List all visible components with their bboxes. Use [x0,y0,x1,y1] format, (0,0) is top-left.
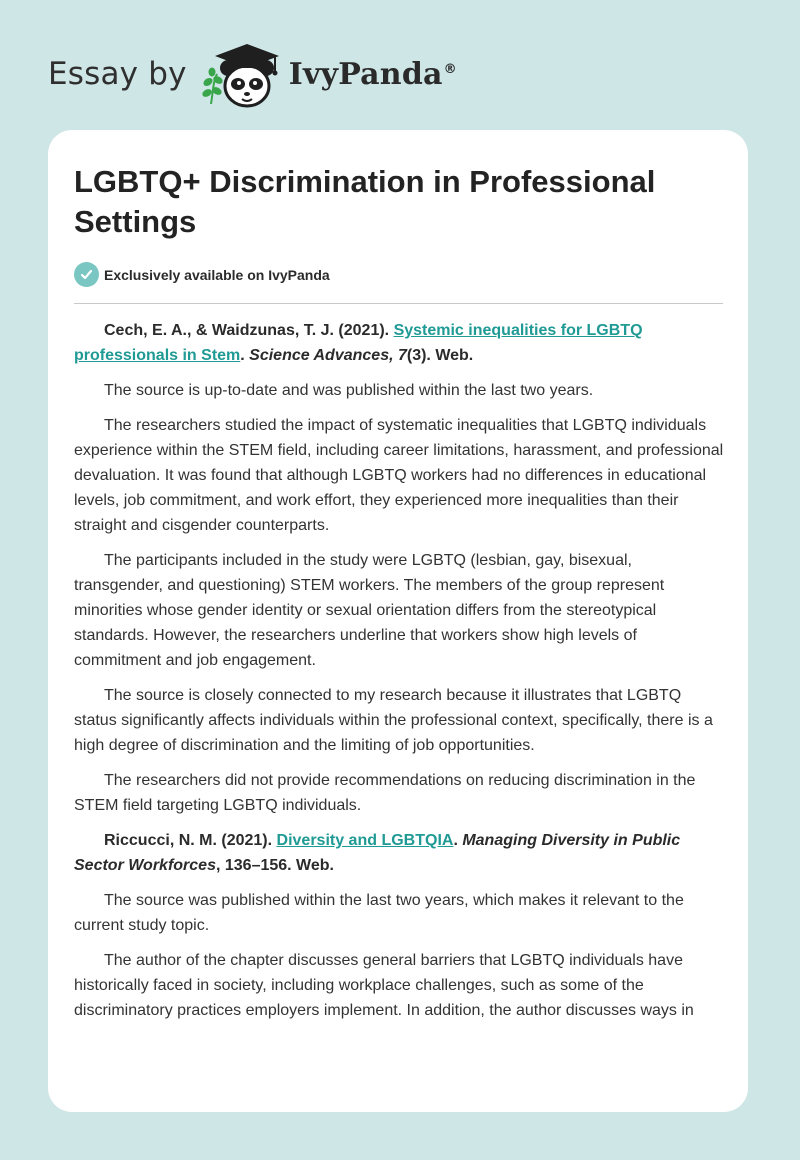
paragraph: The researchers did not provide recommendations on reducing discrimination in the STEM field targeting LGBTQ individuals. [74,772,696,814]
reference-authors: Riccucci, N. M. (2021). [104,832,277,849]
exclusive-badge [74,262,330,287]
paragraph: The source was published within the last two years, which makes it relevant to the current study topic. [74,892,684,934]
essay-card [48,130,748,1112]
reference-tail: , 136–156. Web. [215,857,334,874]
essay-by-label: Essay by [48,56,187,92]
reference-separator: . [453,832,463,849]
reference-link-1[interactable]: Systemic inequalities for LGBTQ professionals in Stem [74,322,643,364]
paragraph: The source is up-to-date and was published within the last two years. [104,382,594,399]
reference-tail: (3). Web. [406,347,474,364]
essay-body [74,318,724,1033]
paragraph: The participants included in the study were LGBTQ (lesbian, gay, bisexual, transgender, and questioning) STEM workers. The members of the group represent minorities whose gender identity or sexual orientation differs from the stereotypical standards. However, the researchers underline that workers show high levels of commitment and job engagement. [74,552,665,669]
brand-header[interactable] [48,38,457,110]
paragraph: The researchers studied the impact of systematic inequalities that LGBTQ individuals experience within the STEM field, including career limitations, harassment, and professional devaluation. It was found that although LGBTQ workers had no differences in educational levels, job commitment, and work effort, they experienced more inequalities than their straight and cisgender counterparts. [74,417,724,534]
panda-logo-icon [197,38,283,110]
page-title: LGBTQ+ Discrimination in Professional Settings [74,164,656,239]
registered-mark: ® [443,61,457,77]
reference-separator: . [240,347,250,364]
reference-book: Managing Diversity in Public Sector Workforces [74,832,681,874]
check-circle-icon [74,262,99,287]
reference-journal: Science Advances, 7 [249,347,407,364]
reference-link-2[interactable]: Diversity and LGBTQIA [276,832,454,849]
reference-authors: Cech, E. A., & Waidzunas, T. J. (2021). [104,322,394,339]
divider [74,303,723,304]
brand-name: IvyPanda® [288,56,457,92]
exclusive-label: Exclusively available on IvyPanda [104,266,330,283]
paragraph: The author of the chapter discusses general barriers that LGBTQ individuals have historically faced in society, including workplace challenges, such as some of the discriminatory practices employers implement. In addition, the author discusses ways in [74,952,694,1019]
reference-1 [74,318,724,368]
reference-2 [74,828,724,878]
paragraph: The source is closely connected to my research because it illustrates that LGBTQ status significantly affects individuals within the professional context, specifically, there is a high degree of discrimination and the limiting of job opportunities. [74,687,713,754]
